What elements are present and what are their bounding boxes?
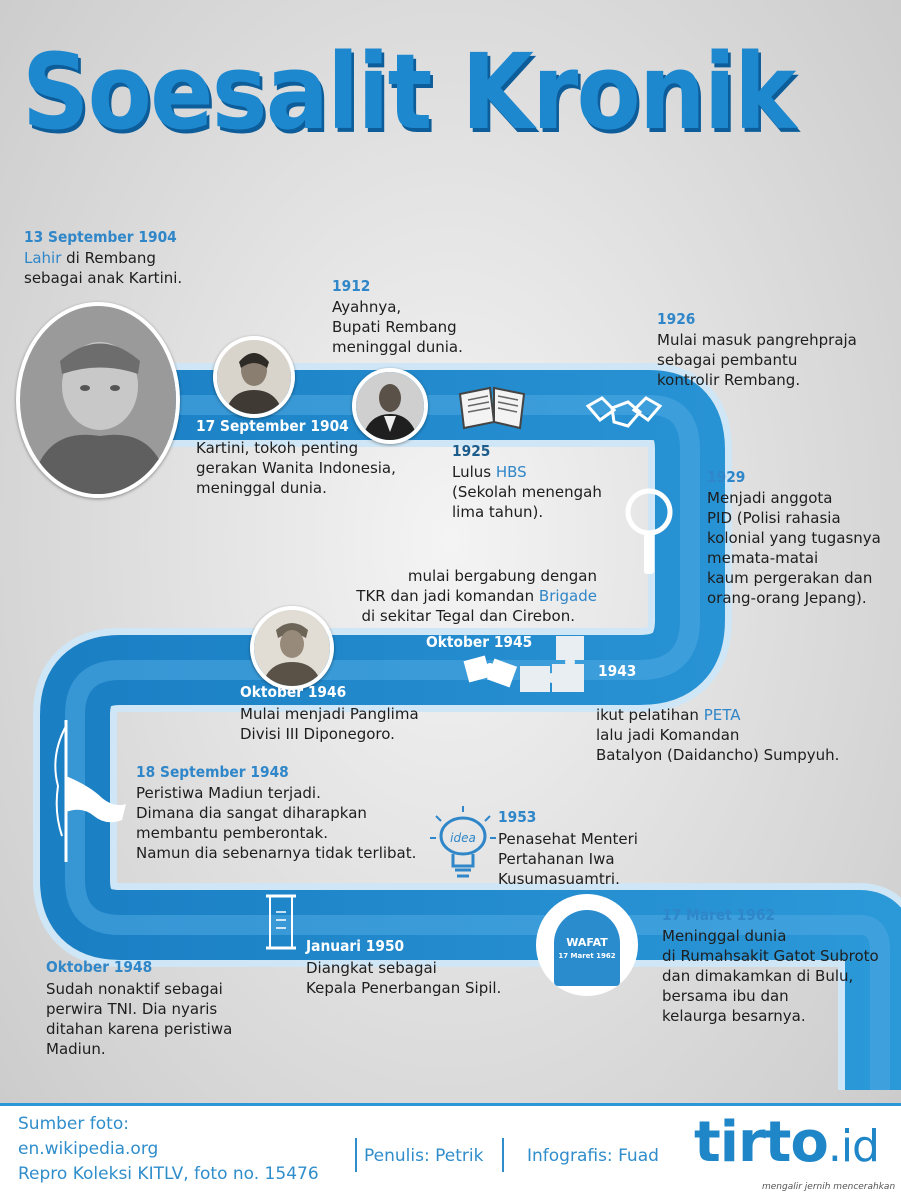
event-text-line: Sudah nonaktif sebagai	[46, 980, 223, 998]
event-text-line: PID (Polisi rahasia	[707, 509, 841, 527]
event-text-line: dan dimakamkan di Bulu,	[662, 967, 854, 985]
event-text-line: Meninggal dunia	[662, 927, 787, 945]
event-text-line: Dimana dia sangat diharapkan	[136, 804, 367, 822]
highlight-term: Brigade	[538, 587, 597, 605]
event-text-line: Namun dia sebenarnya tidak terlibat.	[136, 844, 417, 862]
officer-portrait	[250, 606, 334, 690]
event-text-line: Divisi III Diponegoro.	[240, 725, 395, 743]
event-date: 17 Maret 1962	[662, 906, 776, 924]
event-date: 1912	[332, 277, 371, 295]
logo-suffix: .id	[827, 1121, 879, 1172]
event-text	[452, 462, 527, 482]
tombstone-icon	[554, 910, 620, 986]
event-text-line: meninggal dunia.	[332, 338, 463, 356]
event-text-line: mulai bergabung dengan	[407, 567, 597, 585]
event-text-line: Madiun.	[46, 1040, 106, 1058]
event-text-line: Kartini, tokoh penting	[196, 439, 359, 457]
event-text-line: membantu pemberontak.	[136, 824, 328, 842]
event-text-line: Mulai masuk pangrehpraja	[657, 331, 857, 349]
event-text	[356, 586, 597, 606]
page-title: Soesalit Kronik	[22, 31, 795, 153]
event-date: 1926	[657, 310, 696, 328]
event-date: Oktober 1946	[240, 683, 347, 701]
event-text-line: meninggal dunia.	[196, 479, 327, 497]
logo-text: tirto	[694, 1110, 828, 1175]
flag-icon	[40, 716, 130, 866]
event-text-line: Menjadi anggota	[707, 489, 833, 507]
event-text-line: kelaurga besarnya.	[662, 1007, 806, 1025]
event-text	[596, 705, 740, 725]
event-text-line: sebagai anak Kartini.	[24, 269, 183, 287]
handshake-icon	[584, 388, 664, 438]
event-text-line: Mulai menjadi Panglima	[240, 705, 419, 723]
writer-credit: Penulis: Petrik	[364, 1146, 484, 1166]
tombstone-date: 17 Maret 1962	[558, 952, 616, 960]
highlight-term: PETA	[703, 706, 741, 724]
puzzle-icon	[460, 648, 522, 694]
event-date: 1925	[452, 442, 491, 460]
magnifier-icon	[622, 486, 676, 578]
event-text-line: Kusumasuamtri.	[498, 870, 620, 888]
event-text-line: Ayahnya,	[332, 298, 402, 316]
tombstone-label: WAFAT	[566, 936, 608, 949]
father-portrait	[352, 368, 428, 444]
source-line: Repro Koleksi KITLV, foto no. 15476	[18, 1164, 319, 1184]
event-text-line: kaum pergerakan dan	[707, 569, 873, 587]
lightbulb-icon	[426, 802, 500, 886]
event-text-line: di Rumahsakit Gatot Subroto	[662, 947, 879, 965]
event-text-line: Kepala Penerbangan Sipil.	[306, 979, 502, 997]
event-date: 18 September 1948	[136, 763, 289, 781]
idea-label: idea	[450, 831, 476, 845]
tirto-logo	[694, 1110, 879, 1175]
event-text-line: Diangkat sebagai	[306, 959, 437, 977]
event-text-line: kontrolir Rembang.	[657, 371, 801, 389]
divider	[502, 1138, 504, 1172]
event-text	[24, 248, 156, 268]
event-text-line: sebagai pembantu	[657, 351, 798, 369]
event-date: 1929	[707, 468, 746, 486]
event-text-line: Penasehat Menteri	[498, 830, 638, 848]
highlight-term: Lahir	[24, 249, 62, 267]
event-date: Januari 1950	[306, 937, 405, 955]
event-text-line: ikut pelatihan	[596, 706, 704, 724]
tombstone-badge	[536, 894, 638, 996]
event-date: Oktober 1948	[46, 958, 153, 976]
event-text-line: kolonial yang tugasnya	[707, 529, 881, 547]
kartini-portrait	[213, 336, 295, 418]
soesalit-portrait	[16, 302, 180, 498]
source-line: en.wikipedia.org	[18, 1139, 159, 1159]
footer	[0, 1103, 901, 1201]
event-text-line: TKR dan jadi komandan	[356, 587, 539, 605]
event-date: 13 September 1904	[24, 228, 177, 246]
event-text-line: Pertahanan Iwa	[498, 850, 615, 868]
event-text-line: memata-matai	[707, 549, 819, 567]
infographic-credit: Infografis: Fuad	[527, 1146, 659, 1166]
event-text-line: (Sekolah menengah	[452, 483, 602, 501]
event-date: Oktober 1945	[426, 633, 533, 651]
certificate-icon	[262, 888, 300, 956]
event-text-line: ditahan karena peristiwa	[46, 1020, 233, 1038]
event-text-line: di sekitar Tegal dan Cirebon.	[361, 607, 575, 625]
event-text-line: di Rembang	[61, 249, 156, 267]
event-date: 1943	[598, 662, 637, 680]
event-text-line: bersama ibu dan	[662, 987, 789, 1005]
highlight-term: HBS	[495, 463, 527, 481]
book-icon	[456, 382, 528, 432]
event-text-line: lima tahun).	[452, 503, 544, 521]
event-text-line: Lulus	[452, 463, 496, 481]
logo-tagline: mengalir jernih mencerahkan	[762, 1182, 896, 1192]
event-text-line: lalu jadi Komandan	[596, 726, 740, 744]
event-text-line: gerakan Wanita Indonesia,	[196, 459, 396, 477]
event-text-line: Batalyon (Daidancho) Sumpyuh.	[596, 746, 840, 764]
event-date: 1953	[498, 808, 537, 826]
event-text-line: Bupati Rembang	[332, 318, 457, 336]
event-text-line: orang-orang Jepang).	[707, 589, 867, 607]
event-date: 17 September 1904	[196, 417, 349, 435]
event-text-line: perwira TNI. Dia nyaris	[46, 1000, 218, 1018]
event-text-line: Peristiwa Madiun terjadi.	[136, 784, 321, 802]
divider	[355, 1138, 357, 1172]
source-label: Sumber foto:	[18, 1114, 129, 1134]
